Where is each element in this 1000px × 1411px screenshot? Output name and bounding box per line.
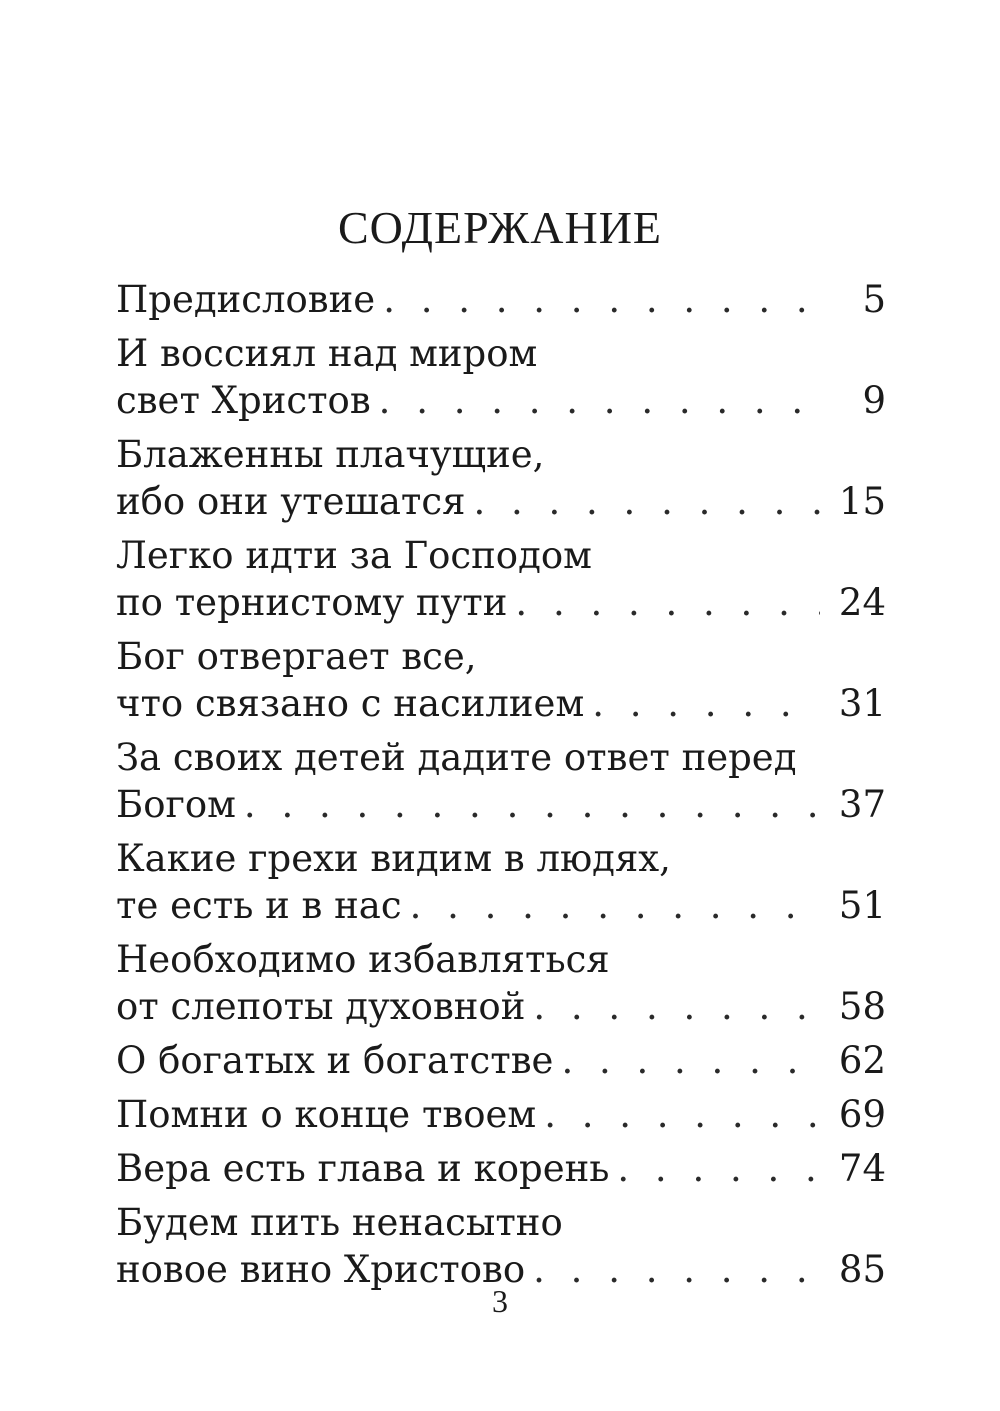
- page-title: СОДЕРЖАНИЕ: [337, 202, 663, 253]
- toc-entry-last-line: [116, 882, 886, 929]
- toc-entry: [116, 1199, 886, 1293]
- toc-entry-title: Будем пить ненасытно: [116, 1201, 563, 1244]
- toc-entry: [116, 1091, 886, 1138]
- dot-leader: [533, 983, 820, 1030]
- toc-entry: [116, 1037, 886, 1084]
- toc-entry-last-line: [116, 478, 886, 525]
- toc-page-number: 5: [862, 278, 886, 321]
- toc-entry: [116, 936, 886, 1030]
- dot-leader: [244, 781, 820, 828]
- toc-entry-title: Блаженны плачущие,: [116, 433, 545, 476]
- toc-page-number: 58: [838, 985, 886, 1028]
- table-of-contents: [116, 276, 886, 1300]
- toc-entry-last-line: [116, 680, 886, 727]
- toc-entry: [116, 532, 886, 626]
- toc-page-number: 31: [838, 682, 886, 725]
- toc-page-number: 69: [838, 1093, 886, 1136]
- dot-leader: [410, 882, 820, 929]
- toc-entry-title-continued: что связано с насилием: [116, 682, 585, 725]
- toc-entry: [116, 431, 886, 525]
- toc-page-number: 51: [838, 884, 886, 927]
- toc-entry: [116, 276, 886, 323]
- dot-leader: [383, 276, 820, 323]
- toc-page-number: 24: [838, 581, 886, 624]
- toc-entry: [116, 633, 886, 727]
- toc-entry-title-continued: свет Христов: [116, 379, 371, 422]
- dot-leader: [473, 478, 820, 525]
- toc-entry-title: Легко идти за Господом: [116, 534, 592, 577]
- toc-entry-last-line: [116, 1091, 886, 1138]
- toc-entry-title-continued: новое вино Христово: [116, 1248, 526, 1291]
- toc-entry-last-line: [116, 276, 886, 323]
- toc-entry-title: Помни о конце твоем: [116, 1093, 537, 1136]
- toc-entry-last-line: [116, 1037, 886, 1084]
- toc-page-number: 15: [838, 480, 886, 523]
- dot-leader: [592, 680, 820, 727]
- toc-entry-last-line: [116, 377, 886, 424]
- page-number: 3: [492, 1283, 508, 1319]
- toc-entry: [116, 835, 886, 929]
- toc-entry-title-continued: те есть и в нас: [116, 884, 402, 927]
- toc-entry-last-line: [116, 781, 886, 828]
- toc-entry-title-continued: от слепоты духовной: [116, 985, 526, 1028]
- toc-page-number: 62: [838, 1039, 886, 1082]
- toc-entry: [116, 1145, 886, 1192]
- toc-entry: [116, 734, 886, 828]
- toc-entry-last-line: [116, 579, 886, 626]
- toc-entry-title: О богатых и богатстве: [116, 1039, 554, 1082]
- toc-page-number: 85: [838, 1248, 886, 1291]
- toc-entry-title: Вера есть глава и корень: [116, 1147, 610, 1190]
- dot-leader: [544, 1091, 820, 1138]
- toc-page-number: 9: [862, 379, 886, 422]
- toc-entry-title-continued: по тернистому пути: [116, 581, 508, 624]
- toc-entry-title: Какие грехи видим в людях,: [116, 837, 671, 880]
- toc-page-number: 74: [838, 1147, 886, 1190]
- toc-entry-title: За своих детей дадите ответ перед: [116, 736, 797, 779]
- dot-leader: [379, 377, 820, 424]
- dot-leader: [617, 1145, 820, 1192]
- toc-entry-last-line: [116, 983, 886, 1030]
- toc-entry-title-continued: ибо они утешатся: [116, 480, 466, 523]
- dot-leader: [515, 579, 820, 626]
- toc-entry: [116, 330, 886, 424]
- toc-page-number: 37: [838, 783, 886, 826]
- toc-entry-title: Бог отвергает все,: [116, 635, 477, 678]
- dot-leader: [561, 1037, 820, 1084]
- toc-entry-title-continued: Богом: [116, 783, 236, 826]
- toc-entry-title: Необходимо избавляться: [116, 938, 610, 981]
- toc-entry-title: Предисловие: [116, 278, 376, 321]
- toc-entry-last-line: [116, 1145, 886, 1192]
- toc-entry-title: И воссиял над миром: [116, 332, 538, 375]
